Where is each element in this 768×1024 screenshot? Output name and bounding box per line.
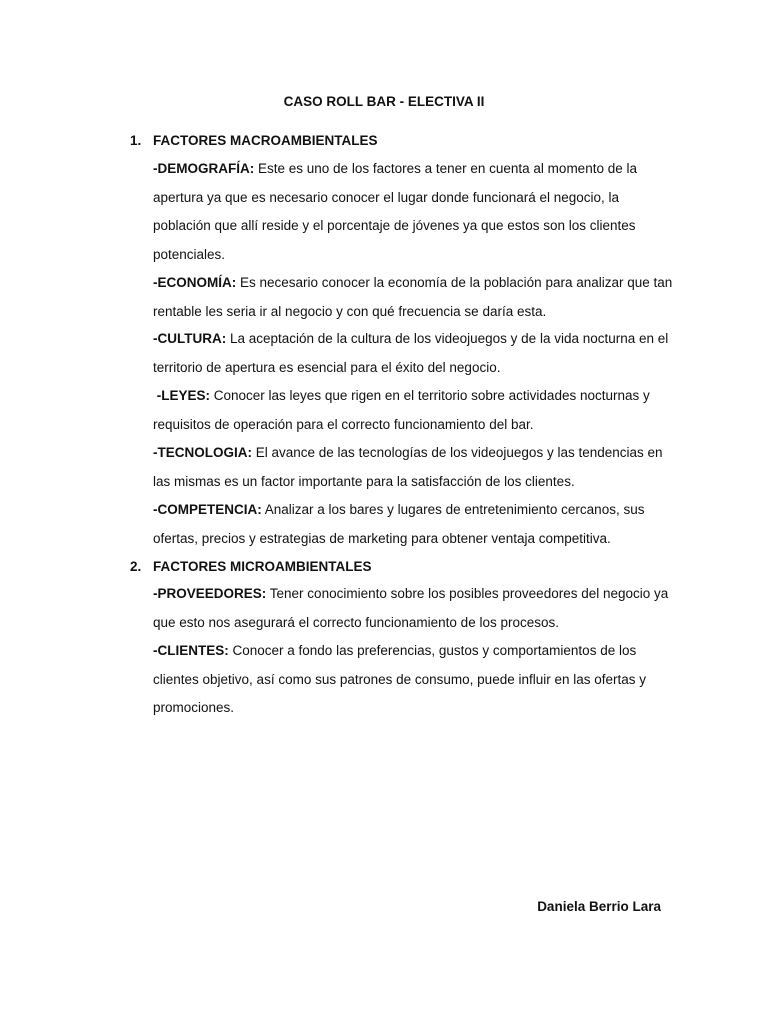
paragraph-leyes <box>153 382 673 439</box>
author-signature: Daniela Berrio Lara <box>537 899 661 914</box>
paragraph-text: Conocer a fondo las preferencias, gustos y comportamientos de los clientes objetivo, así como sus patrones de consumo, puede influir en las ofertas y promociones. <box>153 643 647 715</box>
paragraph-text: Tener conocimiento sobre los posibles proveedores del negocio ya que esto nos asegurará el correcto funcionamiento de los procesos. <box>153 586 669 630</box>
paragraph-text: Este es uno de los factores a tener en cuenta al momento de la apertura ya que es necesario conocer el lugar donde funcionará el negocio, la población que allí reside y el porcentaje de jóvenes ya que estos son los clientes potenciales. <box>153 161 637 262</box>
paragraph-label: -ECONOMÍA: <box>153 275 237 290</box>
paragraph-label: -CULTURA: <box>153 331 227 346</box>
paragraph-text: La aceptación de la cultura de los videojuegos y de la vida nocturna en el territorio de apertura es esencial para el éxito del negocio. <box>153 331 669 375</box>
paragraph-label: -CLIENTES: <box>153 643 229 658</box>
paragraph-text: Analizar a los bares y lugares de entretenimiento cercanos, sus ofertas, precios y estrategias de marketing para obtener ventaja competitiva. <box>153 502 645 546</box>
paragraph-tecnologia <box>153 439 673 496</box>
section-title: FACTORES MICROAMBIENTALES <box>153 559 372 574</box>
paragraph-text: Es necesario conocer la economía de la población para analizar que tan rentable les seria ir al negocio y con qué frecuencia se daría esta. <box>153 275 673 319</box>
paragraph-label: -LEYES: <box>153 388 211 403</box>
section-number: 2. <box>130 559 142 574</box>
paragraph-clientes <box>153 637 673 723</box>
section-heading-micro <box>130 557 372 577</box>
paragraph-label: -TECNOLOGIA: <box>153 445 252 460</box>
paragraph-demografia <box>153 155 673 269</box>
paragraph-cultura <box>153 325 673 382</box>
paragraph-competencia <box>153 496 673 553</box>
section-number: 1. <box>130 133 142 148</box>
paragraph-proveedores <box>153 580 673 637</box>
paragraph-text: El avance de las tecnologías de los videojuegos y las tendencias en las mismas es un factor importante para la satisfacción de los clientes. <box>153 445 663 489</box>
paragraph-label: -COMPETENCIA: <box>153 502 262 517</box>
paragraph-label: -PROVEEDORES: <box>153 586 267 601</box>
paragraph-text: Conocer las leyes que rigen en el territorio sobre actividades nocturnas y requisitos de operación para el correcto funcionamiento del bar. <box>153 388 650 432</box>
section-title: FACTORES MACROAMBIENTALES <box>153 133 378 148</box>
section-heading-macro <box>130 131 378 151</box>
paragraph-economia <box>153 269 673 326</box>
document-title: CASO ROLL BAR - ELECTIVA II <box>283 94 485 109</box>
paragraph-label: -DEMOGRAFÍA: <box>153 161 255 176</box>
